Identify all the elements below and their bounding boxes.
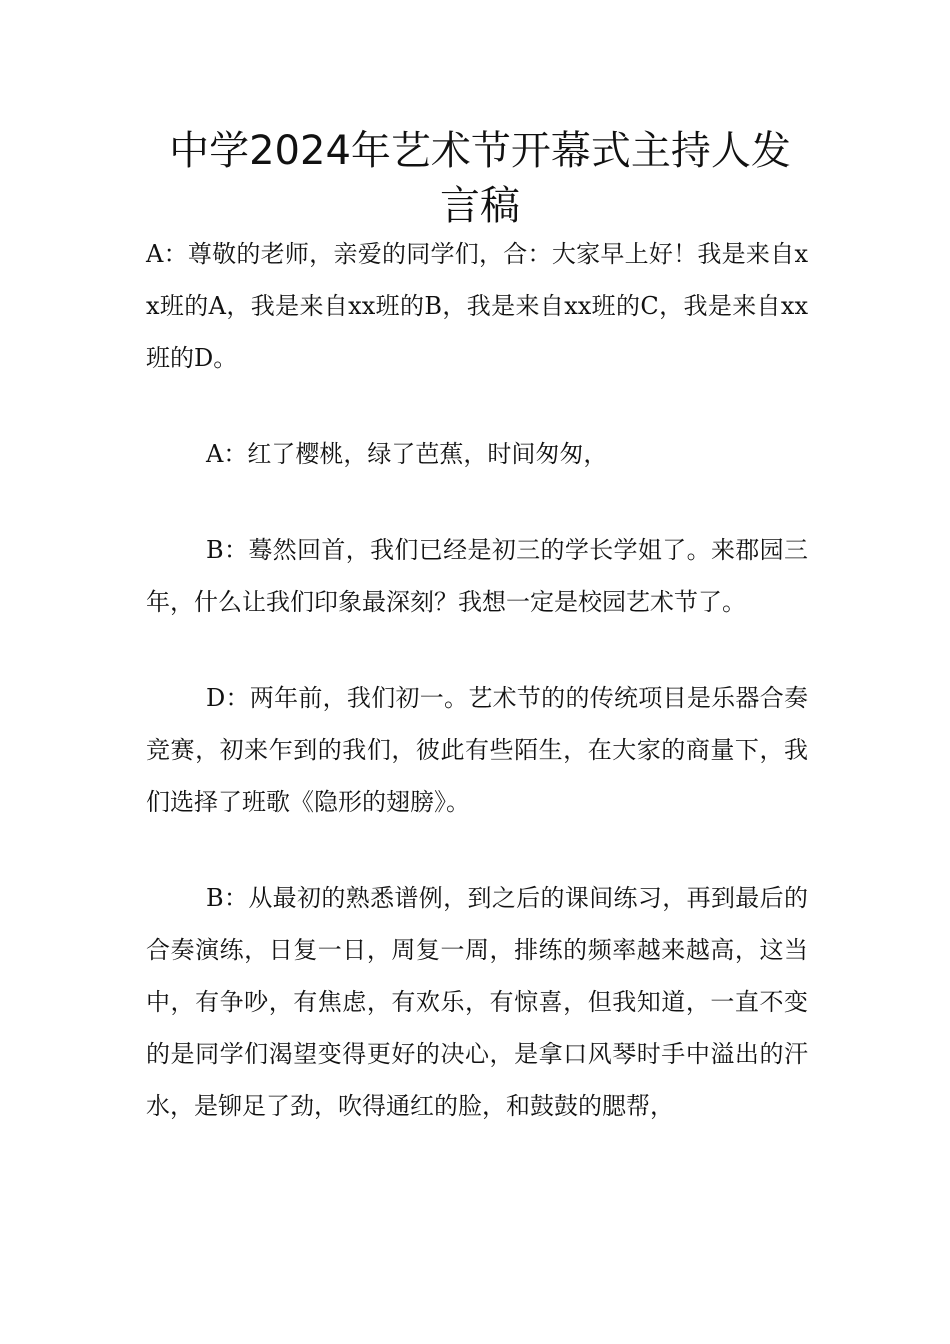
paragraph-4: D：两年前，我们初一。艺术节的的传统项目是乐器合奏竞赛，初来乍到的我们，彼此有些陌生，在大家的商量下，我们选择了班歌《隐形的翅膀》。 (146, 684, 808, 816)
paragraph-5: B：从最初的熟悉谱例，到之后的课间练习，再到最后的合奏演练，日复一日，周复一周，排练的频率越来越高，这当中，有争吵，有焦虑，有欢乐，有惊喜，但我知道，一直不变的是同学们渴望变得更好的决心，是拿口风琴时手中溢出的汗水，是铆足了劲，吹得通红的脸，和鼓鼓的腮帮， (146, 884, 808, 1120)
paragraph-3: B：蓦然回首，我们已经是初三的学长学姐了。来郡园三年，什么让我们印象最深刻？我想一定是校园艺术节了。 (146, 536, 808, 616)
paragraph-2: A：红了樱桃，绿了芭蕉，时间匆匆， (206, 440, 608, 468)
document-title: 中学2024年艺术节开幕式主持人发言稿 (169, 128, 791, 229)
paragraph-gap (146, 828, 808, 872)
paragraph-1: A：尊敬的老师，亲爱的同学们，合：大家早上好！我是来自xx班的A，我是来自xx班的B，我是来自xx班的C，我是来自xx班的D。 (146, 240, 808, 372)
paragraph-gap (146, 384, 808, 428)
paragraph-gap (146, 628, 808, 672)
document-body (146, 228, 808, 1132)
paragraph-gap (146, 480, 808, 524)
